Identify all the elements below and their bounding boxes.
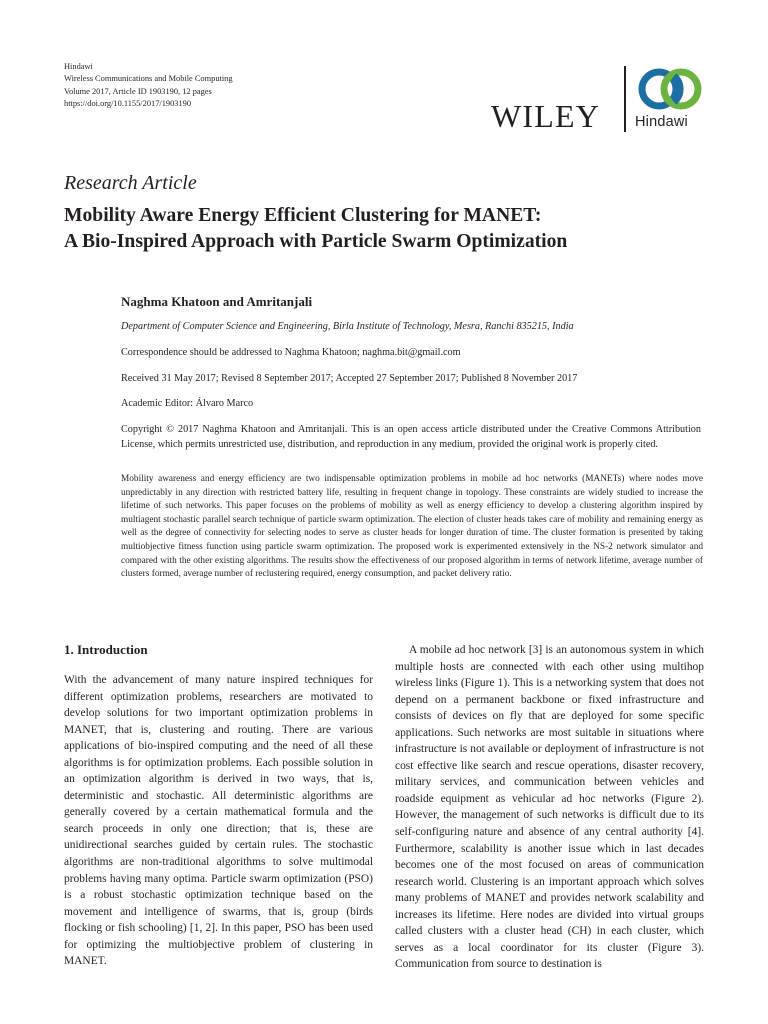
volume-info: Volume 2017, Article ID 1903190, 12 pages — [64, 86, 212, 96]
correspondence: Correspondence should be addressed to Naghma Khatoon; naghma.bit@gmail.com — [121, 347, 461, 358]
abstract: Mobility awareness and energy efficiency are two indispensable optimization problems in mobile ad hoc networks (MANETs) where nodes move unpredictably in any direction with restricted battery life, resulting in frequent change in topology. These constraints are widely studied to increase the lifetime of such networks. This paper focuses on the problems of mobility as well as energy efficiency to develop a clustering algorithm inspired by multiagent stochastic parallel search technique of particle swarm optimization. The election of cluster heads takes care of mobility and remaining energy as well as the degree of connectivity for selecting nodes to serve as cluster heads for longer duration of time. The cluster formation is presented by taking multiobjective fitness function using particle swarm optimization. The proposed work is experimented extensively in the NS-2 network simulator and compared with the other existing algorithms. The results show the effectiveness of our proposed algorithm in terms of network lifetime, average number of clusters formed, average number of reclustering required, energy consumption, and packet delivery ratio. — [121, 474, 703, 580]
intro-column-left — [64, 672, 373, 970]
intro-paragraph-2: A mobile ad hoc network [3] is an autonomous system in which multiple hosts are connected with each other using multihop wireless links (Figure 1). This is a networking system that does not depend on a permanent backbone or fixed infrastructure and consists of devices on fly that are deployed for some specific applications. Such networks are most suitable in situations where infrastructure is not available or deployment of infrastructure is not cost effective like search and rescue operations, disaster recovery, military services, and communication between vehicles and roadside equipment as vehicular ad hoc networks (Figure 2). However, the management of such networks is difficult due to its self-configuring nature and absence of any central authority [4]. Furthermore, scalability is another issue which in last decades becomes one of the most focused on areas of communication research world. Clustering is an important approach which solves many problems of MANET and provides network scalability and increases its lifetime. Here nodes are divided into virtual groups called clusters with a cluster head (CH) in each cluster, which serves as a local coordinator for its cluster (Figure 3). Communication from source to destination is — [395, 644, 704, 971]
title-line-2: A Bio-Inspired Approach with Particle Swarm Optimization — [64, 231, 568, 252]
doi-link[interactable]: https://doi.org/10.1155/2017/1903190 — [64, 98, 192, 108]
copyright-notice: Copyright © 2017 Naghma Khatoon and Amritanjali. This is an open access article distributed under the Creative Commons Attribution License, which permits unrestricted use, distribution, and reproduction in any medium, provided the original work is properly cited. — [121, 424, 701, 450]
journal-name: Wireless Communications and Mobile Computing — [64, 74, 233, 84]
hindawi-logo-text: Hindawi — [635, 114, 688, 130]
affiliation: Department of Computer Science and Engineering, Birla Institute of Technology, Mesra, Ranchi 835215, India — [121, 321, 574, 332]
wiley-logo: WILEY — [491, 98, 601, 134]
authors: Naghma Khatoon and Amritanjali — [121, 294, 313, 309]
publication-dates: Received 31 May 2017; Revised 8 September 2017; Accepted 27 September 2017; Published 8 November 2017 — [121, 373, 578, 384]
intro-paragraph-1: With the advancement of many nature inspired techniques for different optimization problems, researchers are motivated to develop solutions for two important optimization problems in MANET, that is, clustering and routing. There are various applications of bio-inspired computing and the need of all these algorithms is for optimization problems. Each possible solution in an optimization algorithm is derived in two ways, that is, deterministic and stochastic. All deterministic algorithms are generally covered by a certain mathematical formula and the search proceeds in only one direction; that is, these are unidirectional searches guided by certain rules. The stochastic algorithms are non-traditional algorithms to solve multimodal problems having many optima. Particle swarm optimization (PSO) is a robust stochastic optimization technique based on the movement and intelligence of swarms, that is, group (birds flocking or fish schooling) [1, 2]. In this paper, PSO has been used for optimizing the multiobjective problem of clustering in MANET. — [64, 674, 373, 968]
logo-divider — [624, 66, 626, 132]
academic-editor: Academic Editor: Álvaro Marco — [121, 398, 254, 409]
article-type: Research Article — [64, 172, 197, 194]
hindawi-rings-icon — [634, 66, 706, 112]
publisher-name: Hindawi — [64, 62, 93, 71]
journal-header — [64, 61, 233, 110]
paper-title — [64, 203, 724, 255]
intro-column-right — [395, 642, 704, 973]
section-heading-introduction: 1. Introduction — [64, 642, 148, 657]
title-line-1: Mobility Aware Energy Efficient Clustering for MANET: — [64, 205, 542, 226]
